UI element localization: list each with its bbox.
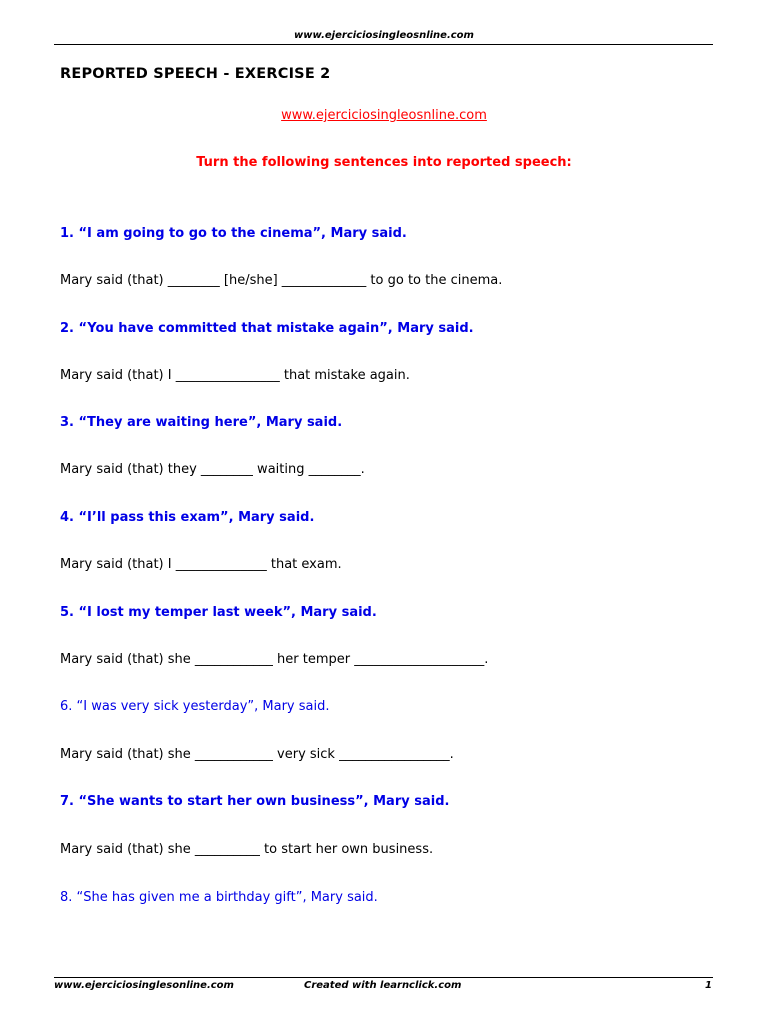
site-link[interactable]: www.ejerciciosingleosnline.com: [281, 108, 487, 123]
question-7: 7. “She wants to start her own business”, Mary said.: [60, 794, 450, 809]
instruction: Turn the following sentences into reported speech:: [196, 155, 572, 170]
question-1: 1. “I am going to go to the cinema”, Mary said.: [60, 226, 407, 241]
question-8: 8. “She has given me a birthday gift”, Mary said.: [60, 890, 378, 905]
question-6: 6. “I was very sick yesterday”, Mary said.: [60, 699, 330, 714]
header-url: www.ejerciciosingleosnline.com: [294, 30, 474, 41]
question-2: 2. “You have committed that mistake again”, Mary said.: [60, 321, 474, 336]
footer-url: www.ejerciciosinglesonline.com: [54, 980, 234, 991]
question-4: 4. “I’ll pass this exam”, Mary said.: [60, 510, 315, 525]
answer-7: Mary said (that) she __________ to start her own business.: [60, 842, 434, 857]
question-5: 5. “I lost my temper last week”, Mary said.: [60, 605, 377, 620]
page-number: 1: [705, 980, 712, 991]
answer-3: Mary said (that) they ________ waiting ________.: [60, 462, 365, 477]
header-rule: [54, 44, 713, 45]
answer-1: Mary said (that) ________ [he/she] _____________ to go to the cinema.: [60, 273, 503, 288]
answer-6: Mary said (that) she ____________ very sick _________________.: [60, 747, 454, 762]
answer-4: Mary said (that) I ______________ that exam.: [60, 557, 342, 572]
footer-credit: Created with learnclick.com: [304, 980, 462, 991]
answer-2: Mary said (that) I ________________ that mistake again.: [60, 368, 410, 383]
page-title: REPORTED SPEECH - EXERCISE 2: [60, 66, 331, 82]
footer-rule: [54, 977, 713, 978]
question-3: 3. “They are waiting here”, Mary said.: [60, 415, 343, 430]
answer-5: Mary said (that) she ____________ her temper ____________________.: [60, 652, 489, 667]
